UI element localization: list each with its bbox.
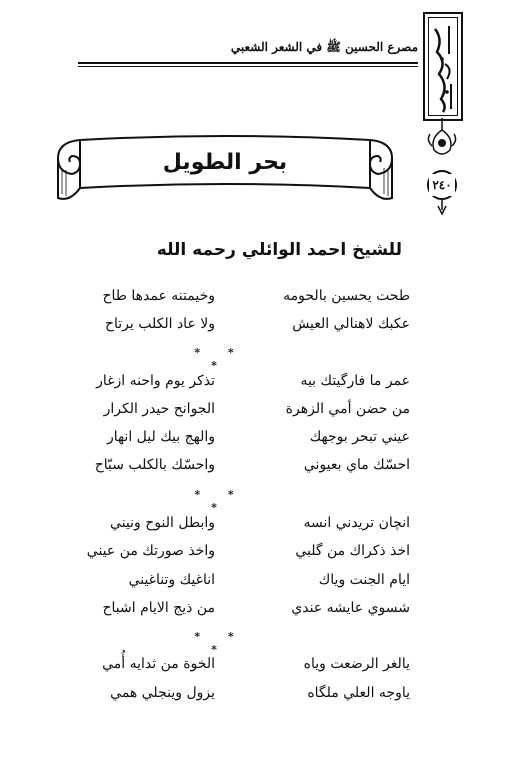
verse-second-hemistich: اناغيك وتناغيني: [128, 572, 215, 588]
verse-first-hemistich: ياوجه العلي ملگاه: [307, 685, 410, 701]
stanza-separator: * * *: [194, 346, 246, 372]
page-number: ٢٤٠: [429, 174, 455, 196]
verse-line: [40, 572, 410, 594]
verse-line: [40, 316, 410, 338]
verse-line: [40, 656, 410, 678]
verse-first-hemistich: عمر ما فارگيتك بيه: [300, 373, 410, 389]
verse-line: [40, 288, 410, 310]
verse-line: [40, 401, 410, 423]
verse-line: [40, 457, 410, 479]
verse-second-hemistich: يزول وينجلي همي: [110, 685, 215, 701]
verse-second-hemistich: والهج بيك ليل انهار: [106, 429, 215, 445]
verse-first-hemistich: عكبك لاهنالي العيش: [292, 316, 410, 332]
verse-line: [40, 685, 410, 707]
banner-title: بحر الطويل: [162, 150, 288, 175]
verse-second-hemistich: وابطل النوح ونيني: [110, 515, 215, 531]
verse-first-hemistich: من حضن أمي الزهرة: [285, 401, 410, 417]
verse-first-hemistich: عيني تبحر بوجهك: [309, 429, 410, 445]
verse-second-hemistich: واحسّك بالكلب سبّاح: [94, 457, 215, 473]
verse-first-hemistich: طحت يحسين بالحومه: [283, 288, 410, 304]
verse-second-hemistich: ولا عاد الكلب يرتاح: [104, 316, 215, 332]
header-rule: [78, 62, 418, 64]
verse-second-hemistich: وخيمتنه عمدها طاح: [102, 288, 215, 304]
verse-second-hemistich: الجوانح حيدر الكرار: [103, 401, 215, 417]
verse-line: [40, 543, 410, 565]
verse-line: [40, 515, 410, 537]
header-rule-thin: [78, 66, 418, 67]
calligraphy-emblem: [423, 12, 463, 121]
running-header-title: مصرع الحسين ﷺ في الشعر الشعبي: [230, 40, 418, 54]
stanza-separator: * * *: [194, 630, 246, 656]
verse-first-hemistich: اخذ ذكراك من گلبي: [295, 543, 410, 559]
verse-first-hemistich: يالغر الرضعت وياه: [303, 656, 410, 672]
verse-second-hemistich: الخوة من ثدايه أُمي: [102, 656, 215, 672]
verse-line: [40, 373, 410, 395]
stanza-separator: * * *: [194, 488, 246, 514]
verse-first-hemistich: ايام الجنت وياك: [318, 572, 410, 588]
verse-line: [40, 600, 410, 622]
verse-second-hemistich: تذكر يوم واحنه ازغار: [96, 373, 215, 389]
calligraphy-mark-icon: [425, 14, 461, 119]
poet-heading: للشيخ احمد الوائلي رحمه الله: [156, 240, 402, 260]
verse-second-hemistich: من ذيج الايام اشباح: [102, 600, 215, 616]
verse-line: [40, 429, 410, 451]
ornament-pendant-icon: [426, 118, 458, 218]
verse-first-hemistich: شسوي عايشه عندي: [291, 600, 410, 616]
verse-first-hemistich: احسّك ماي بعيوني: [303, 457, 410, 473]
verse-second-hemistich: واخذ صورتك من عيني: [86, 543, 215, 559]
verse-first-hemistich: انچان تريدني انسه: [303, 515, 410, 531]
